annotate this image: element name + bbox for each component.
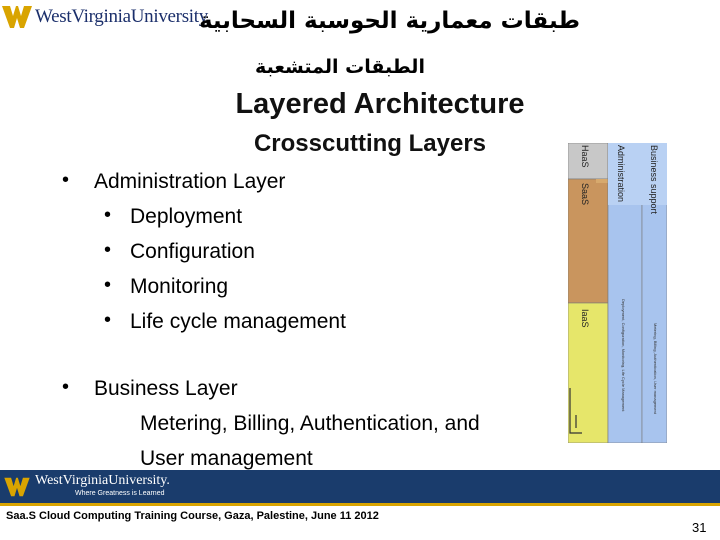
footer-logo-tagline: Where Greatness is Learned: [75, 490, 165, 497]
business-detail-label: Metering, Billing, Authentication, User management: [653, 323, 658, 414]
bullet-configuration: Configuration: [130, 240, 255, 263]
saas-label: SaaS: [580, 183, 590, 206]
bullet-monitoring: Monitoring: [130, 275, 229, 298]
bullet-dot: •: [104, 239, 112, 261]
bullet-dot: •: [104, 309, 112, 331]
wv-flying-logo-icon: [2, 4, 32, 30]
slide-title-arabic: طبقات معمارية الحوسبة السحابية: [198, 8, 580, 34]
footer-gold-stripe: [0, 503, 720, 506]
business-desc-line2: User management: [140, 447, 313, 470]
iaas-label: IaaS: [580, 309, 590, 328]
bullet-admin-layer: Administration Layer: [94, 170, 286, 193]
wv-flying-logo-icon: [2, 476, 32, 498]
section-title: Crosscutting Layers: [253, 130, 487, 157]
haas-label: HaaS: [580, 145, 590, 168]
footer-course-text: Saa.S Cloud Computing Training Course, Gaza, Palestine, June 11 2012: [6, 510, 379, 522]
bullet-deployment: Deployment: [130, 205, 243, 228]
page-number: 31: [692, 520, 707, 535]
bullet-dot: •: [62, 169, 70, 191]
bullet-dot: •: [62, 376, 70, 398]
bullet-business-layer: Business Layer: [94, 377, 238, 400]
footer-wvu-logo: [2, 474, 170, 500]
slide-title-english: Layered Architecture: [235, 88, 525, 120]
business-support-label: Business support: [649, 145, 659, 215]
bullet-dot: •: [104, 204, 112, 226]
slide-subtitle-arabic: الطبقات المتشعبة: [255, 56, 425, 78]
logo-wordmark: WestVirginiaUniversity: [35, 6, 208, 27]
administration-detail-label: Deployment, Configuration, Monitoring, Life Cycle Management: [621, 299, 626, 412]
administration-label: Administration: [616, 145, 626, 203]
crosscutting-layers-diagram: [568, 143, 667, 443]
business-desc-line1: Metering, Billing, Authentication, and: [140, 412, 480, 435]
footer-logo-wordmark: WestVirginiaUniversity.: [35, 473, 170, 488]
wvu-logo: [2, 2, 208, 32]
bullet-lifecycle: Life cycle management: [130, 310, 346, 333]
bullet-dot: •: [104, 274, 112, 296]
